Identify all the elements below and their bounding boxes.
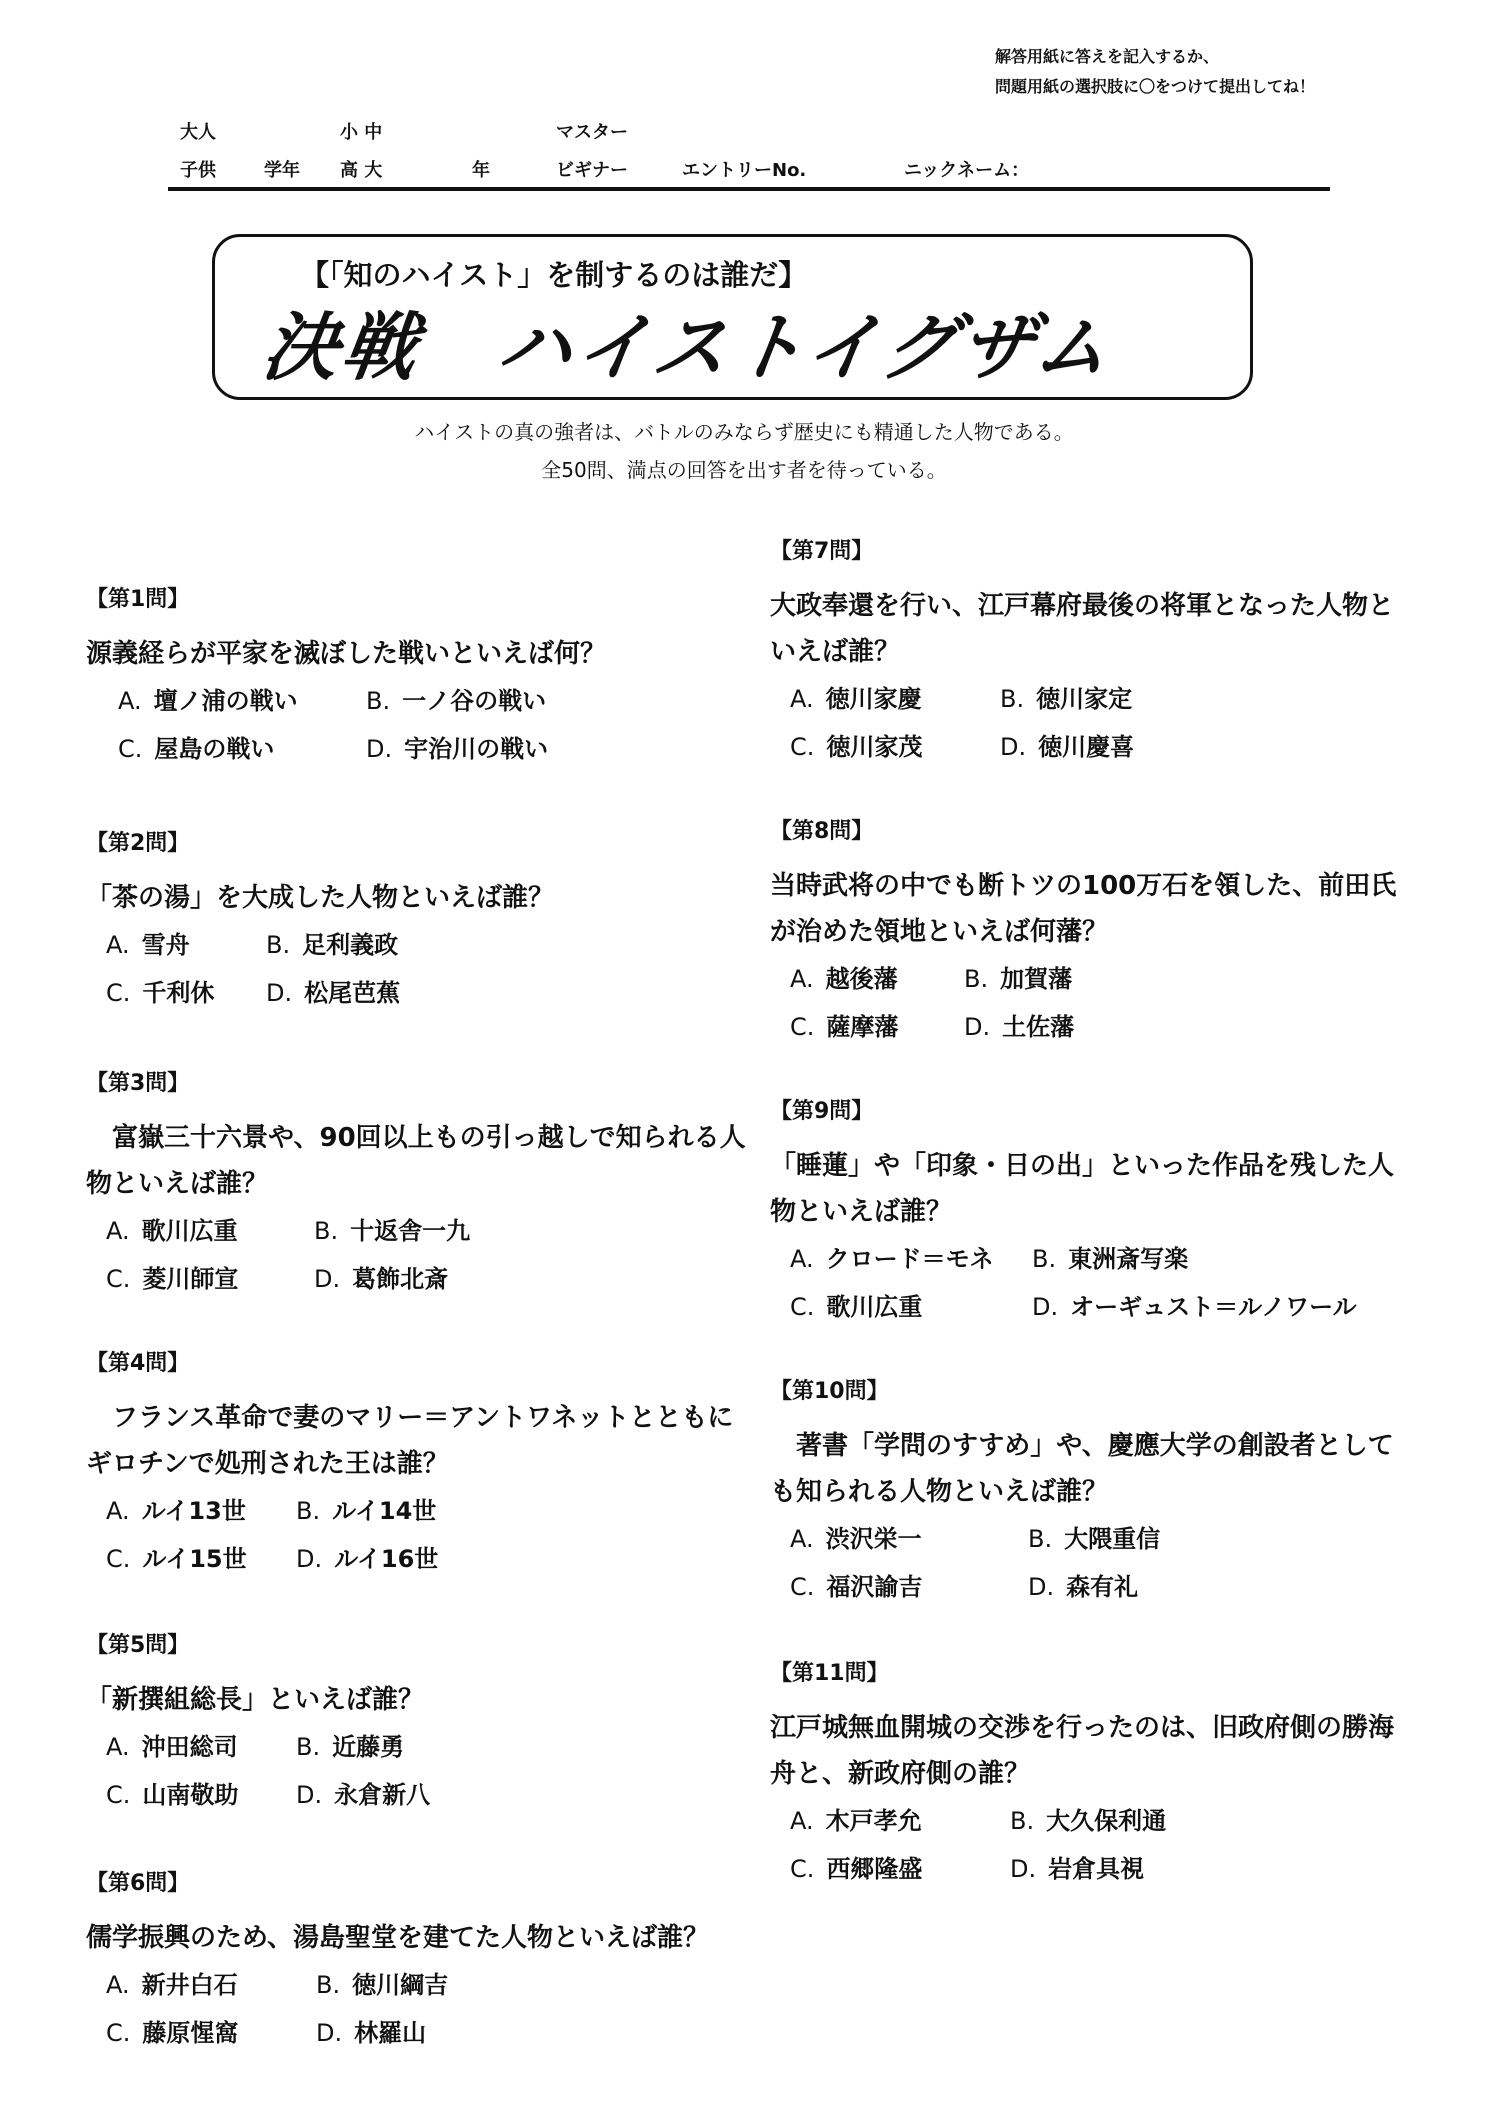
notice-line-1: 解答用紙に答えを記入するか、 [995, 47, 1220, 66]
option-a[interactable] [106, 925, 190, 960]
option-b[interactable] [296, 1727, 404, 1762]
question-label: 【第8問】 [770, 819, 874, 844]
option-letter: D. [1028, 1573, 1055, 1601]
option-letter: D. [1010, 1855, 1037, 1883]
question-label: 【第5問】 [86, 1633, 190, 1658]
option-d[interactable] [1010, 1849, 1144, 1884]
question-3 [86, 1066, 746, 1307]
option-letter: B. [1028, 1525, 1053, 1553]
option-text: 葛飾北斎 [352, 1265, 449, 1293]
options [770, 679, 1410, 775]
label-adult: 大人 [180, 122, 216, 143]
options [86, 1727, 746, 1823]
option-c[interactable] [790, 1849, 922, 1884]
option-letter: A. [790, 1807, 814, 1835]
question-label: 【第1問】 [86, 587, 190, 612]
option-letter: B. [316, 1971, 341, 1999]
option-b[interactable] [266, 925, 398, 960]
option-letter: A. [106, 931, 130, 959]
question-label: 【第11問】 [770, 1661, 889, 1686]
options [86, 1965, 746, 2061]
question-text: 江戸城無血開城の交渉を行ったのは、旧政府側の勝海舟と、新政府側の誰？ [770, 1713, 1395, 1789]
option-text: 徳川家慶 [825, 685, 922, 713]
option-b[interactable] [1028, 1519, 1160, 1554]
intro-line-1: ハイストの真の強者は、バトルのみならず歴史にも精通した人物である。 [414, 420, 1074, 444]
option-letter: C. [106, 1545, 131, 1573]
question-4 [86, 1346, 746, 1587]
label-ko-dai: 高 大 [340, 160, 383, 181]
option-letter: B. [314, 1217, 339, 1245]
option-letter: A. [106, 1497, 130, 1525]
option-text: 雪舟 [141, 931, 190, 959]
question-text: 源義経らが平家を滅ぼした戦いといえば何？ [86, 639, 607, 669]
option-b[interactable] [1000, 679, 1132, 714]
question-text: 「新撰組総長」といえば誰？ [86, 1685, 425, 1715]
option-d[interactable] [366, 729, 548, 764]
question-text: 富嶽三十六景や、90回以上もの引っ越しで知られる人物といえば誰？ [86, 1123, 746, 1199]
option-letter: A. [790, 1525, 814, 1553]
question-11 [770, 1656, 1410, 1897]
option-letter: C. [790, 1573, 815, 1601]
question-label: 【第6問】 [86, 1871, 190, 1896]
option-a[interactable] [106, 1211, 238, 1246]
option-letter: C. [790, 1855, 815, 1883]
option-letter: D. [296, 1781, 323, 1809]
option-c[interactable] [106, 1259, 238, 1294]
question-5 [86, 1628, 746, 1823]
option-letter: D. [964, 1013, 991, 1041]
option-c[interactable] [106, 1539, 247, 1574]
option-letter: B. [296, 1497, 321, 1525]
option-d[interactable] [316, 2013, 426, 2048]
option-letter: C. [106, 1781, 131, 1809]
option-c[interactable] [790, 1007, 898, 1042]
option-text: 木戸孝允 [825, 1807, 922, 1835]
option-a[interactable] [790, 1239, 994, 1274]
question-9 [770, 1094, 1410, 1335]
option-text: 千利休 [142, 979, 215, 1007]
option-a[interactable] [106, 1491, 246, 1526]
option-text: 菱川師宣 [142, 1265, 239, 1293]
label-year: 年 [472, 160, 490, 181]
option-text: 西郷隆盛 [826, 1855, 923, 1883]
option-text: 加賀藩 [1000, 965, 1073, 993]
option-c[interactable] [790, 1567, 922, 1602]
option-text: 藤原惺窩 [142, 2019, 239, 2047]
option-text: ルイ16世 [334, 1545, 439, 1573]
option-text: 歌川広重 [141, 1217, 238, 1245]
option-d[interactable] [296, 1539, 438, 1574]
option-a[interactable] [106, 1727, 238, 1762]
option-letter: B. [1032, 1245, 1057, 1273]
option-b[interactable] [366, 681, 546, 716]
option-a[interactable] [790, 959, 898, 994]
option-text: 森有礼 [1066, 1573, 1139, 1601]
title-box [212, 234, 1253, 400]
option-letter: B. [366, 687, 391, 715]
option-text: 林羅山 [354, 2019, 427, 2047]
question-6 [86, 1866, 746, 2061]
option-text: ルイ14世 [332, 1497, 437, 1525]
option-letter: B. [1000, 685, 1025, 713]
question-label: 【第3問】 [86, 1071, 190, 1096]
option-b[interactable] [314, 1211, 470, 1246]
option-text: 徳川家定 [1036, 685, 1133, 713]
label-beginner: ビギナー [556, 160, 628, 181]
question-label: 【第9問】 [770, 1099, 874, 1124]
option-text: 大久保利通 [1046, 1807, 1167, 1835]
option-letter: D. [1032, 1293, 1059, 1321]
option-text: ルイ15世 [142, 1545, 247, 1573]
option-letter: C. [106, 2019, 131, 2047]
question-7 [770, 534, 1410, 775]
option-text: オーギュスト＝ルノワール [1070, 1293, 1357, 1321]
question-8 [770, 814, 1410, 1055]
option-b[interactable] [296, 1491, 436, 1526]
option-letter: C. [106, 1265, 131, 1293]
option-letter: D. [296, 1545, 323, 1573]
option-d[interactable] [964, 1007, 1074, 1042]
question-label: 【第4問】 [86, 1351, 190, 1376]
option-text: 東洲斎写楽 [1068, 1245, 1189, 1273]
option-text: 越後藩 [825, 965, 898, 993]
label-master: マスター [556, 122, 628, 143]
option-a[interactable] [790, 679, 922, 714]
label-child: 子供 [180, 160, 216, 181]
option-text: 松尾芭蕉 [304, 979, 401, 1007]
option-text: 屋島の戦い [154, 735, 275, 763]
option-d[interactable] [1028, 1567, 1138, 1602]
option-c[interactable] [790, 727, 922, 762]
question-10 [770, 1374, 1410, 1615]
option-text: 十返舎一九 [350, 1217, 471, 1245]
question-text: 大政奉還を行い、江戸幕府最後の将軍となった人物といえば誰？ [770, 591, 1395, 667]
label-nickname: ニックネーム： [904, 160, 1030, 181]
option-a[interactable] [790, 1801, 922, 1836]
question-1 [86, 582, 746, 777]
option-text: 宇治川の戦い [404, 735, 549, 763]
question-text: 著書「学問のすすめ」や、慶應大学の創設者としても知られる人物といえば誰？ [770, 1431, 1394, 1507]
option-c[interactable] [106, 1775, 238, 1810]
option-letter: B. [266, 931, 291, 959]
option-text: 一ノ谷の戦い [402, 687, 547, 715]
option-d[interactable] [296, 1775, 430, 1810]
option-text: 壇ノ浦の戦い [153, 687, 298, 715]
option-text: 徳川慶喜 [1038, 733, 1135, 761]
option-text: 永倉新八 [334, 1781, 431, 1809]
option-letter: C. [106, 979, 131, 1007]
option-a[interactable] [106, 1965, 238, 2000]
option-letter: C. [790, 1293, 815, 1321]
option-text: 近藤勇 [332, 1733, 405, 1761]
question-text: 「睡蓮」や「印象・日の出」といった作品を残した人物といえば誰？ [770, 1151, 1395, 1227]
question-text: 「茶の湯」を大成した人物といえば誰？ [86, 883, 555, 913]
option-letter: C. [790, 1013, 815, 1041]
question-label: 【第10問】 [770, 1379, 889, 1404]
option-text: 大隈重信 [1064, 1525, 1161, 1553]
question-text: 儒学振興のため、湯島聖堂を建てた人物といえば誰？ [86, 1923, 709, 1953]
options [86, 925, 746, 1021]
option-d[interactable] [1000, 727, 1134, 762]
option-text: 徳川綱吉 [352, 1971, 449, 1999]
option-b[interactable] [1032, 1239, 1188, 1274]
option-text: 歌川広重 [826, 1293, 923, 1321]
option-text: 徳川家茂 [826, 733, 923, 761]
option-text: 新井白石 [141, 1971, 238, 1999]
option-c[interactable] [790, 1287, 922, 1322]
option-text: 沖田総司 [141, 1733, 238, 1761]
question-label: 【第7問】 [770, 539, 874, 564]
option-letter: A. [790, 685, 814, 713]
option-a[interactable] [790, 1519, 922, 1554]
option-text: 渋沢栄一 [825, 1525, 922, 1553]
option-letter: A. [106, 1733, 130, 1761]
option-text: 足利義政 [302, 931, 399, 959]
option-letter: D. [314, 1265, 341, 1293]
option-letter: D. [316, 2019, 343, 2047]
option-text: 土佐藩 [1002, 1013, 1075, 1041]
option-c[interactable] [106, 973, 214, 1008]
option-letter: A. [106, 1971, 130, 1999]
option-b[interactable] [964, 959, 1072, 994]
option-letter: C. [790, 733, 815, 761]
option-letter: A. [790, 1245, 814, 1273]
option-text: ルイ13世 [141, 1497, 246, 1525]
title-main: 決戦 ハイストイグザム [258, 305, 1119, 391]
question-text: フランス革命で妻のマリー＝アントワネットとともにギロチンで処刑された王は誰？ [86, 1403, 734, 1479]
option-c[interactable] [106, 2013, 238, 2048]
option-text: 山南敬助 [142, 1781, 239, 1809]
option-text: 福沢諭吉 [826, 1573, 923, 1601]
options [770, 1801, 1410, 1897]
notice-line-2: 問題用紙の選択肢に〇をつけて提出してね！ [995, 77, 1316, 96]
option-d[interactable] [1032, 1287, 1357, 1322]
label-grade: 学年 [264, 160, 300, 181]
option-text: 薩摩藩 [826, 1013, 899, 1041]
options [86, 1211, 746, 1307]
header-rule [168, 187, 1330, 191]
option-letter: D. [1000, 733, 1027, 761]
options [86, 1491, 746, 1587]
intro-line-2: 全50問、満点の回答を出す者を待っている。 [541, 458, 947, 482]
option-d[interactable] [266, 973, 400, 1008]
option-letter: A. [790, 965, 814, 993]
option-letter: A. [106, 1217, 130, 1245]
option-letter: C. [118, 735, 143, 763]
options [770, 1519, 1410, 1615]
option-letter: D. [266, 979, 293, 1007]
option-letter: A. [118, 687, 142, 715]
option-letter: D. [366, 735, 393, 763]
option-text: 岩倉具視 [1048, 1855, 1145, 1883]
option-b[interactable] [316, 1965, 448, 2000]
question-2 [86, 826, 746, 1021]
option-letter: B. [964, 965, 989, 993]
option-text: クロード＝モネ [825, 1245, 994, 1273]
option-letter: B. [1010, 1807, 1035, 1835]
option-d[interactable] [314, 1259, 448, 1294]
label-sho-chu: 小 中 [340, 122, 383, 143]
question-label: 【第2問】 [86, 831, 190, 856]
option-a[interactable] [118, 681, 298, 716]
label-entry-no: エントリーNo. [682, 160, 807, 181]
options [86, 681, 746, 777]
option-b[interactable] [1010, 1801, 1166, 1836]
options [770, 959, 1410, 1055]
option-letter: B. [296, 1733, 321, 1761]
options [770, 1239, 1410, 1335]
option-c[interactable] [118, 729, 274, 764]
title-subtitle: 【「知のハイスト」を制するのは誰だ】 [300, 258, 808, 292]
question-text: 当時武将の中でも断トツの100万石を領した、前田氏が治めた領地といえば何藩？ [770, 871, 1397, 947]
